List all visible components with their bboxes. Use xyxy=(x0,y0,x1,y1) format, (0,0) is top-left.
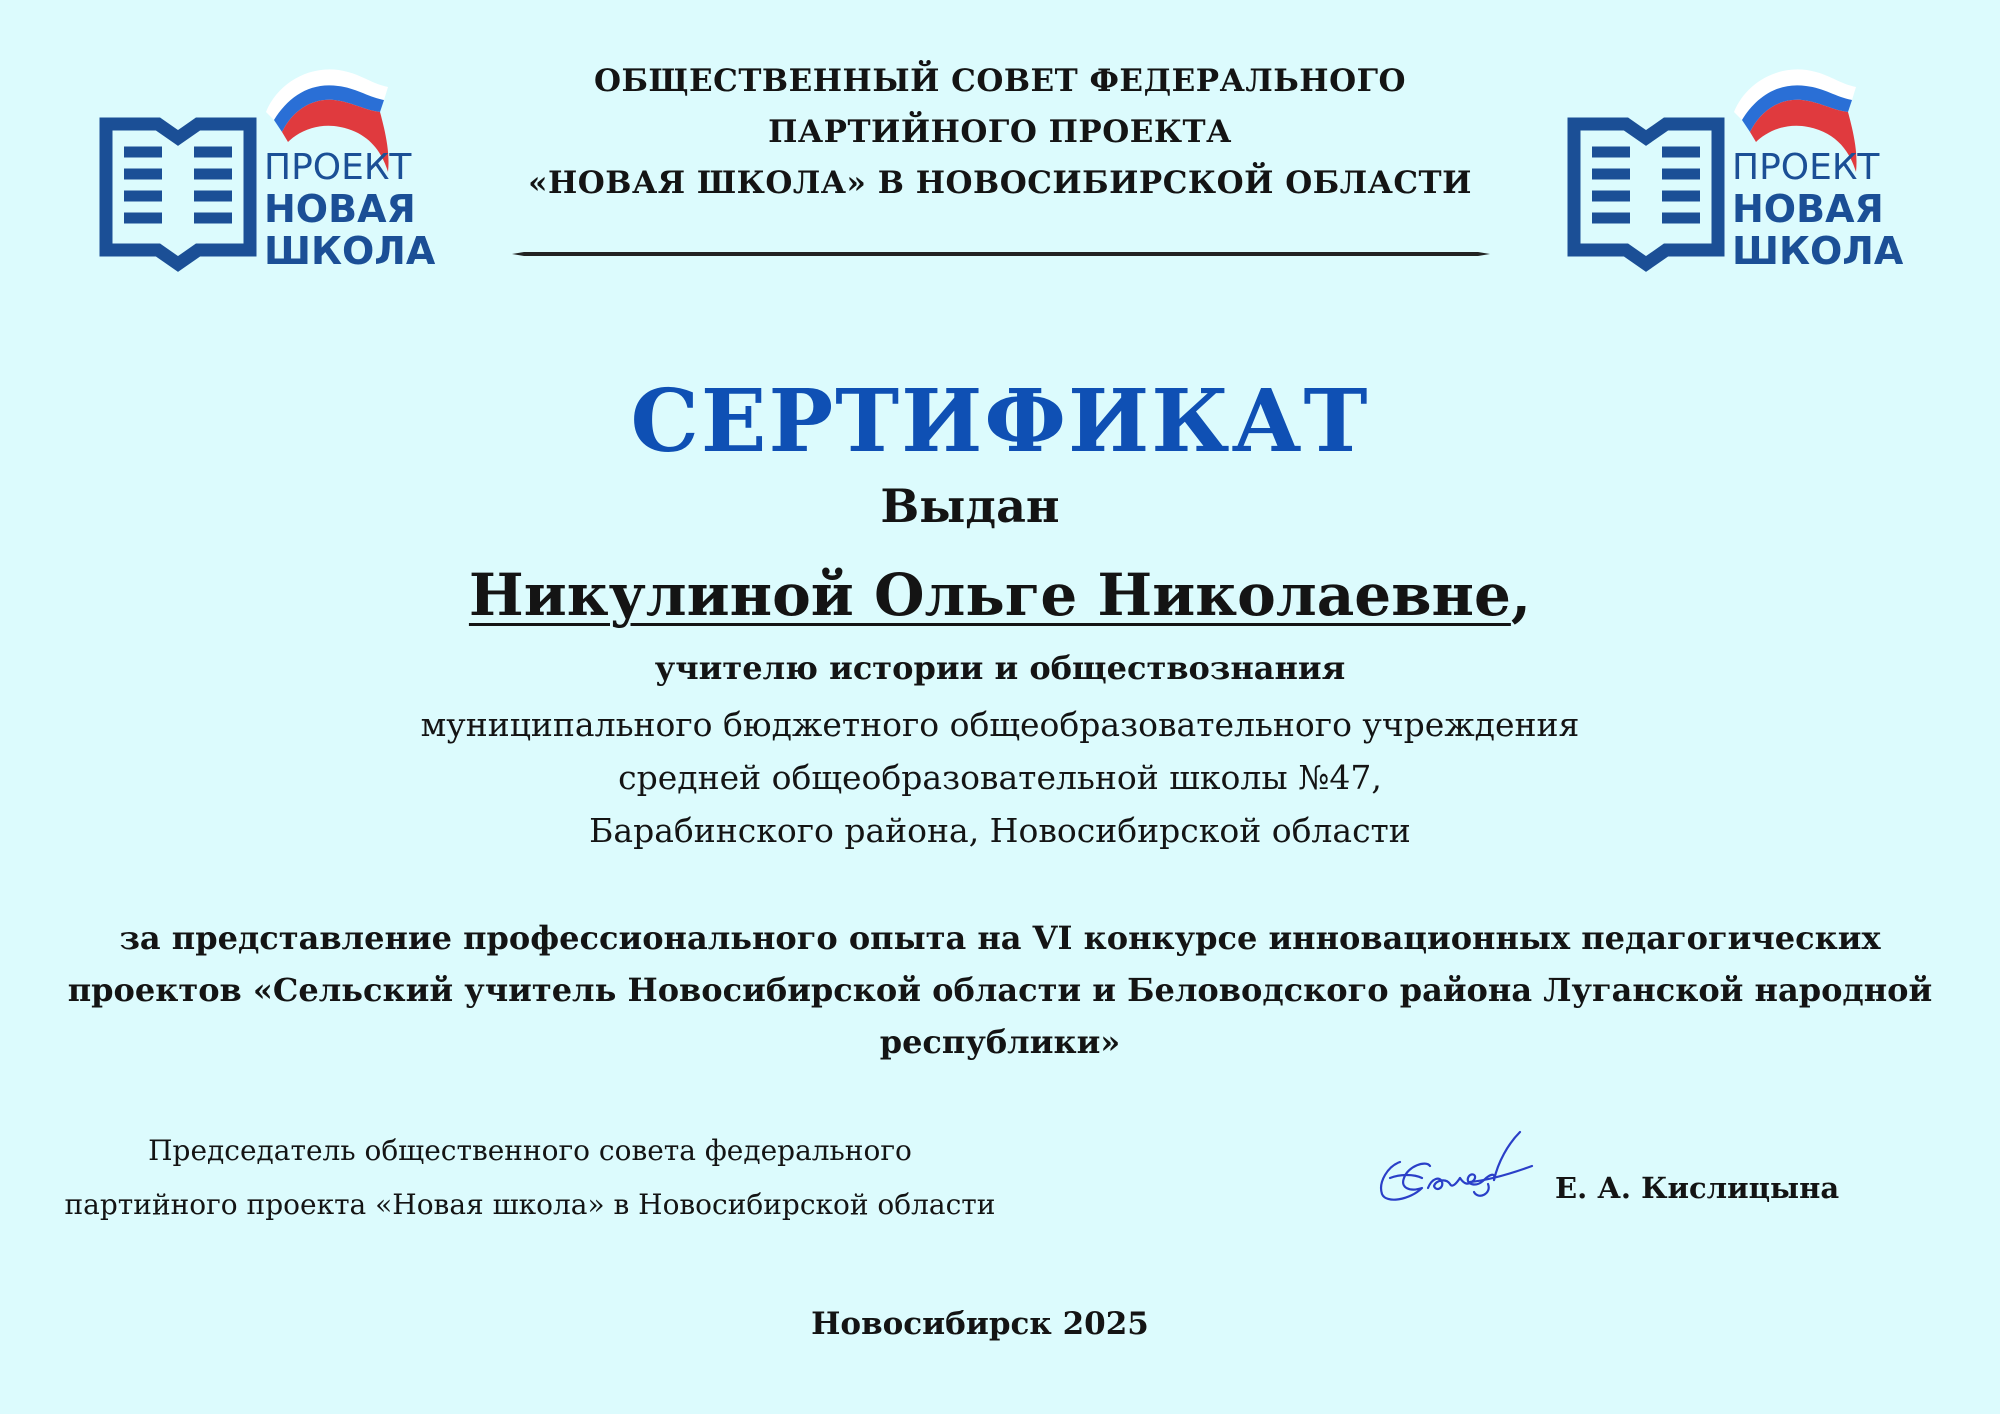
signer-name: Е. А. Кислицына xyxy=(1555,1171,1840,1205)
reason-line: республики» xyxy=(879,1023,1121,1061)
issued-label: Выдан xyxy=(880,479,1060,533)
reason-line: проектов «Сельский учитель Новосибирской области и Беловодского района Луганской народной xyxy=(67,971,1933,1009)
logo-text-project: ПРОЕКТ xyxy=(1732,147,1880,188)
logo-text-new: НОВАЯ xyxy=(264,187,416,231)
recipient-name: Никулиной Ольге Николаевне xyxy=(468,561,1511,629)
council-header xyxy=(480,56,1520,209)
organization-line: средней общеобразовательной школы №47, xyxy=(618,758,1382,797)
organization-line: муниципального бюджетного общеобразовательного учреждения xyxy=(420,705,1580,744)
organization-line: Барабинского района, Новосибирской области xyxy=(589,811,1411,850)
header-line: ПАРТИЙНОГО ПРОЕКТА xyxy=(768,114,1232,150)
signer-title-line: партийного проекта «Новая школа» в Новосибирской области xyxy=(64,1188,996,1221)
signer-title-line: Председатель общественного совета федерального xyxy=(148,1134,912,1167)
reason-line: за представление профессионального опыта на VI конкурсе инновационных педагогических xyxy=(119,919,1881,957)
place-and-year: Новосибирск 2025 xyxy=(811,1306,1149,1342)
recipient-position: учителю истории и обществознания xyxy=(654,649,1346,687)
recipient xyxy=(0,560,2000,630)
certificate-title: СЕРТИФИКАТ xyxy=(630,371,1370,472)
header-divider xyxy=(512,252,1490,256)
header-line: «НОВАЯ ШКОЛА» В НОВОСИБИРСКОЙ ОБЛАСТИ xyxy=(528,165,1472,201)
project-logo-left xyxy=(98,42,438,282)
organization xyxy=(0,698,2000,857)
recipient-suffix: , xyxy=(1510,561,1532,629)
logo-text-project: ПРОЕКТ xyxy=(264,147,412,188)
logo-text-new: НОВАЯ xyxy=(1732,187,1884,231)
header-line: ОБЩЕСТВЕННЫЙ СОВЕТ ФЕДЕРАЛЬНОГО xyxy=(593,63,1407,99)
signer-title xyxy=(30,1124,1030,1232)
logo-text-school: ШКОЛА xyxy=(264,229,436,273)
signature-image xyxy=(1370,1122,1550,1222)
award-reason xyxy=(30,912,1970,1068)
project-logo-right xyxy=(1566,42,1906,282)
logo-text-school: ШКОЛА xyxy=(1732,229,1904,273)
